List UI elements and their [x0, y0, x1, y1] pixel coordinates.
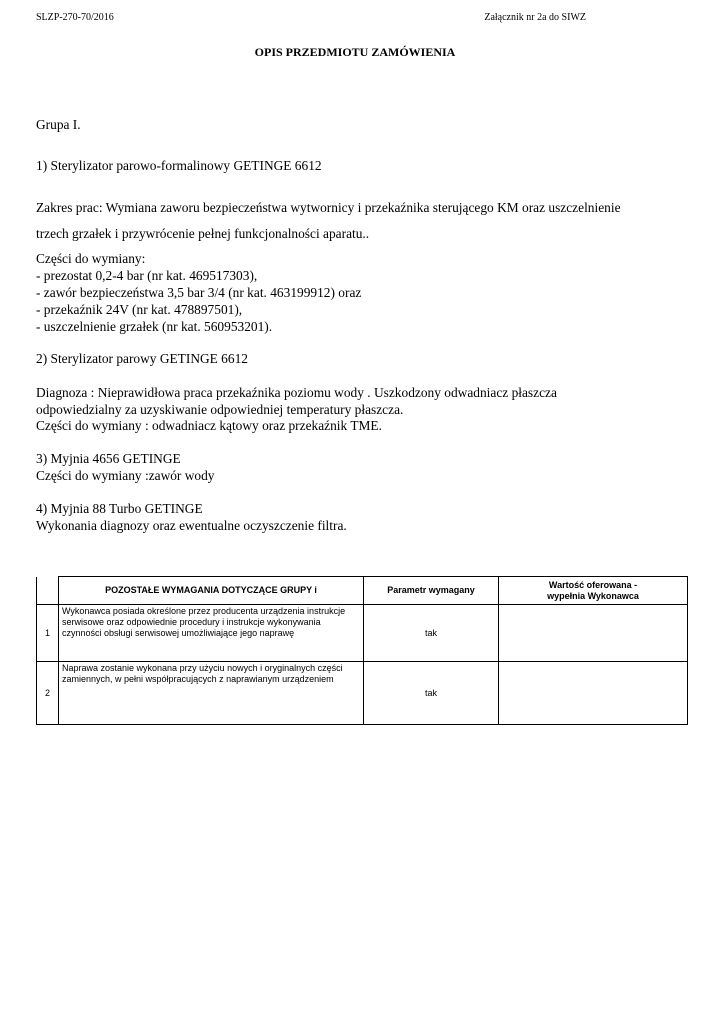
item1-part: - zawór bezpieczeństwa 3,5 bar 3/4 (nr kat. 463199912) oraz — [36, 285, 362, 300]
document-reference: SLZP-270-70/2016 — [36, 12, 114, 23]
item3-parts: Części do wymiany :zawór wody — [36, 468, 215, 483]
item2-heading: 2) Sterylizator parowy GETINGE 6612 — [36, 351, 248, 366]
item1-heading: 1) Sterylizator parowo-formalinowy GETINGE 6612 — [36, 158, 322, 173]
item1-scope-line1: Zakres prac: Wymiana zaworu bezpieczeństwa wytwornicy i przekaźnika sterującego KM oraz uszczelnienie — [36, 200, 621, 215]
attachment-label: Załącznik nr 2a do SIWZ — [484, 12, 586, 23]
header-offered-line1: Wartość oferowana - — [548, 579, 638, 590]
item1-part: - prezostat 0,2-4 bar (nr kat. 469517303), — [36, 268, 258, 283]
table-header-row — [37, 577, 688, 605]
item2-diagnosis-line2: odpowiedzialny za uzyskiwanie odpowiedniej temperatury płaszcza. — [36, 402, 404, 417]
row-offered-value[interactable] — [499, 605, 688, 662]
item1-scope-line2: trzech grzałek i przywrócenie pełnej funkcjonalności aparatu.. — [36, 226, 370, 241]
row-description: Naprawa zostanie wykonana przy użyciu nowych i oryginalnych części zamiennych, w pełni współpracujących z naprawianym urządzeniem — [59, 662, 364, 725]
row-number: 2 — [37, 662, 59, 725]
item1-parts-heading: Części do wymiany: — [36, 251, 146, 266]
row-number: 1 — [37, 605, 59, 662]
item4-heading: 4) Myjnia 88 Turbo GETINGE — [36, 501, 203, 516]
page-title: OPIS PRZEDMIOTU ZAMÓWIENIA — [254, 45, 456, 59]
table-row — [37, 662, 688, 725]
column-divider — [363, 576, 364, 722]
header-param: Parametr wymagany — [364, 577, 499, 605]
item4-text: Wykonania diagnozy oraz ewentualne oczyszczenie filtra. — [36, 518, 347, 533]
item1-part: - przekaźnik 24V (nr kat. 478897501), — [36, 302, 243, 317]
header-requirements: POZOSTAŁE WYMAGANIA DOTYCZĄCE GRUPY i — [59, 577, 364, 605]
item1-part: - uszczelnienie grzałek (nr kat. 560953201). — [36, 319, 273, 334]
row-offered-value[interactable] — [499, 662, 688, 725]
item3-heading: 3) Myjnia 4656 GETINGE — [36, 451, 181, 466]
requirements-table — [36, 576, 688, 725]
row-param: tak — [364, 662, 499, 725]
header-offered-line2: wypełnia Wykonawca — [547, 590, 639, 601]
item2-diagnosis-line1: Diagnoza : Nieprawidłowa praca przekaźnika poziomu wody . Uszkodzony odwadniacz płaszcza — [36, 385, 557, 400]
header-offered — [499, 577, 688, 605]
row-description: Wykonawca posiada określone przez producenta urządzenia instrukcje serwisowe oraz odpowiednie procedury i instrukcje wykonywania czynności obsługi serwisowej umożliwiające jego naprawę — [59, 605, 364, 662]
group-label: Grupa I. — [36, 117, 81, 132]
header-number — [37, 577, 59, 605]
table-row — [37, 605, 688, 662]
row-param: tak — [364, 605, 499, 662]
item2-parts: Części do wymiany : odwadniacz kątowy oraz przekaźnik TME. — [36, 418, 382, 433]
